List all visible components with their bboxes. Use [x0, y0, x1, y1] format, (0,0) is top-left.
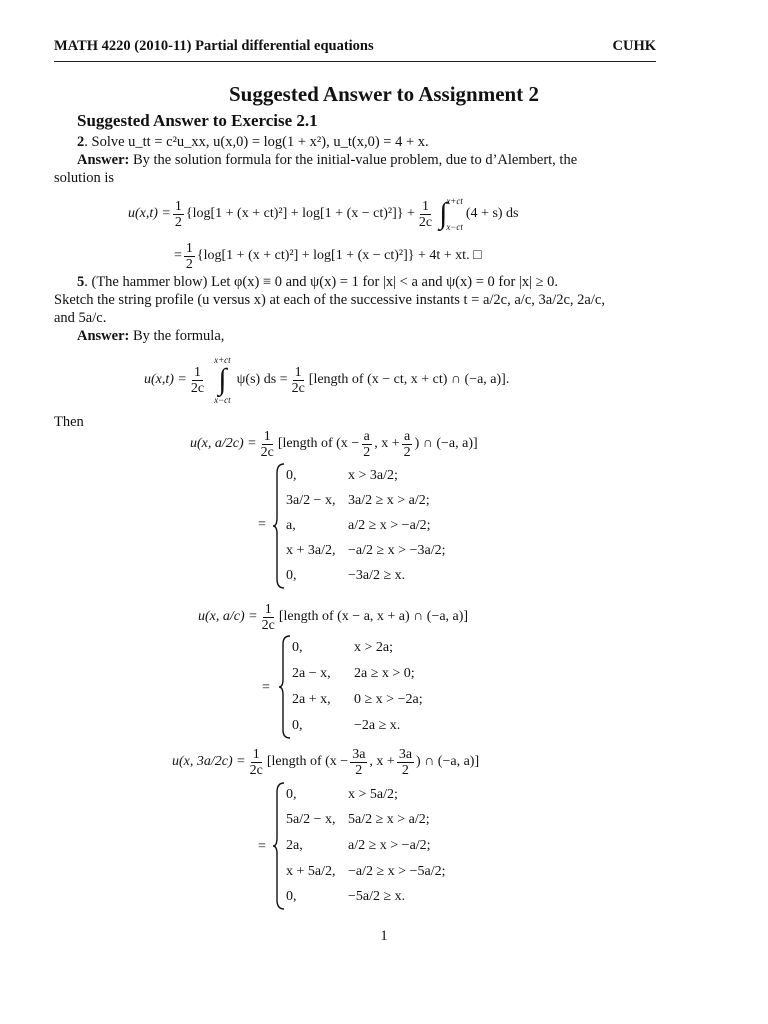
piecewise-row — [286, 468, 445, 484]
piecewise-row — [286, 838, 445, 854]
piecewise-value: 2a − x, — [292, 666, 331, 681]
piecewise-condition: a/2 ≥ x > −a/2; — [348, 517, 431, 533]
case2-header: u(x, a/c) = $\frac{1}{2c}$ [length of (x − a, x + a) ∩ (−a, a)] — [198, 601, 469, 633]
equation-dalembert — [128, 192, 519, 236]
problem-2-answer-line — [77, 151, 577, 170]
case1-header: u(x, a/2c) = $\frac{1}{2c}$ [length of (x − $\frac{a}{2}$ , x + $\frac{a}{2}$ ) ∩ (−a, a)] — [190, 428, 478, 460]
piecewise-condition: x > 3a/2; — [348, 467, 398, 483]
page-number: 1 — [380, 928, 388, 944]
piecewise-value: 0, — [286, 467, 297, 483]
piecewise-condition: 3a/2 ≥ x > a/2; — [348, 492, 430, 508]
answer-text: By the solution formula for the initial-value problem, due to d’Alembert, the — [129, 152, 578, 168]
piecewise-condition: −a/2 ≥ x > −5a/2; — [348, 863, 446, 879]
eq2-body: {log[1 + (x + ct)²] + log[1 + (x − ct)²]} + 4t + xt. □ — [196, 248, 482, 263]
piecewise-value: x + 3a/2, — [286, 543, 336, 559]
problem-5-answer: Answer: By the formula, — [77, 328, 225, 344]
piecewise-condition: −a/2 ≥ x > −3a/2; — [348, 543, 446, 559]
eq1-part1: {log[1 + (x + ct)²] + log[1 + (x − ct)²]} + — [185, 206, 415, 221]
answer-label-5: Answer: — [77, 328, 130, 344]
eq1-integrand: (4 + s) ds — [465, 206, 519, 221]
piecewise-value: 0, — [286, 786, 297, 802]
institution-name: CUHK — [612, 38, 656, 54]
problem-2-number: 2 — [77, 134, 85, 150]
piecewise-condition: 0 ≥ x > −2a; — [354, 692, 423, 707]
piecewise-row — [292, 640, 423, 656]
eq1-frac-half: $\frac{1}{2}$ — [174, 198, 182, 230]
piecewise-value: 0, — [292, 640, 303, 655]
left-brace-icon — [272, 463, 286, 589]
case1-eq-sign: = — [258, 517, 266, 532]
problem-2-statement — [77, 133, 429, 152]
piecewise-condition: x > 5a/2; — [348, 786, 398, 802]
eq2-frac-half: $\frac{1}{2}$ — [185, 240, 193, 272]
piecewise-value: 0, — [286, 568, 297, 584]
case3-piecewise — [272, 782, 445, 910]
problem-5-line-1: 5. (The hammer blow) Let φ(x) ≡ 0 and ψ(x) = 1 for |x| < a and ψ(x) = 0 for |x| ≥ 0. — [77, 274, 559, 290]
piecewise-row — [286, 568, 445, 584]
case1-rows — [286, 463, 445, 589]
piecewise-value: 3a/2 − x, — [286, 492, 336, 508]
piecewise-condition: a/2 ≥ x > −a/2; — [348, 837, 431, 853]
case2-piecewise — [278, 635, 423, 739]
integral-sign: ∫ x+ct x−ct — [439, 196, 463, 232]
piecewise-value: 5a/2 − x, — [286, 812, 336, 828]
piecewise-condition: −2a ≥ x. — [354, 718, 401, 733]
piecewise-value: a, — [286, 517, 296, 533]
left-brace-icon — [272, 782, 286, 910]
piecewise-row — [292, 666, 423, 682]
left-brace-icon — [278, 635, 292, 739]
piecewise-value: 0, — [286, 889, 297, 905]
eq1-lhs: u(x,t) = — [128, 206, 171, 221]
case2-eq-sign: = — [262, 680, 270, 695]
integral-stack: x+ct ∫ x−ct — [214, 355, 231, 405]
piecewise-row — [286, 864, 445, 880]
piecewise-value: 2a + x, — [292, 692, 331, 707]
piecewise-condition: 2a ≥ x > 0; — [354, 666, 415, 681]
piecewise-value: x + 5a/2, — [286, 863, 336, 879]
case3-eq-sign: = — [258, 839, 266, 854]
piecewise-row — [286, 787, 445, 803]
piecewise-condition: x > 2a; — [354, 640, 393, 655]
piecewise-row — [286, 812, 445, 828]
answer-label: Answer: — [77, 152, 130, 168]
formula-frac-1: $\frac{1}{2c}$ — [190, 364, 205, 396]
then-label: Then — [54, 414, 84, 430]
case3-header: u(x, 3a/2c) = $\frac{1}{2c}$ [length of (x − $\frac{3a}{2}$ , x + $\frac{3a}{2}$ ) ∩ (−a, a)] — [172, 746, 480, 778]
piecewise-condition: −3a/2 ≥ x. — [348, 568, 406, 584]
piecewise-row — [286, 889, 445, 905]
formula-frac-2: $\frac{1}{2c}$ — [291, 364, 305, 396]
piecewise-row — [286, 493, 445, 509]
section-title: Suggested Answer to Exercise 2.1 — [77, 111, 318, 130]
running-header — [54, 38, 656, 62]
piecewise-condition: 5a/2 ≥ x > a/2; — [348, 812, 430, 828]
course-name: MATH 4220 (2010-11) Partial differential equations — [54, 38, 374, 54]
case2-rows — [292, 635, 423, 739]
problem-5-number: 5 — [77, 274, 85, 290]
piecewise-value: 0, — [292, 718, 303, 733]
problem-5-line-3: and 5a/c. — [54, 310, 107, 326]
document-title: Suggested Answer to Assignment 2 — [229, 82, 539, 106]
equation-dalembert-simplified — [174, 237, 482, 275]
piecewise-condition: −5a/2 ≥ x. — [348, 889, 406, 905]
problem-5-line-2: Sketch the string profile (u versus x) at each of the successive instants t = a/2c, a/c, 3a/2c, 2a/c, — [54, 292, 605, 308]
eq2-prefix: = — [174, 248, 182, 263]
piecewise-row — [286, 518, 445, 534]
problem-2-answer-line-2: solution is — [54, 170, 115, 186]
equation-hammer-formula: u(x,t) = $\frac{1}{2c}$ x+ct ∫ x−ct ψ(s) ds = $\frac{1}{2c}$ [length of (x − ct, x + ct) ∩ (−a, a)]. — [144, 355, 510, 405]
piecewise-row — [292, 692, 423, 708]
piecewise-value: 2a, — [286, 837, 303, 853]
problem-2-text: . Solve u_tt = c²u_xx, u(x,0) = log(1 + x²), u_t(x,0) = 4 + x. — [84, 134, 429, 150]
case1-piecewise — [272, 463, 445, 589]
piecewise-row — [286, 543, 445, 559]
eq1-frac-1-over-2c: $\frac{1}{2c}$ — [418, 198, 433, 230]
case3-rows — [286, 782, 445, 910]
piecewise-row — [292, 718, 423, 734]
